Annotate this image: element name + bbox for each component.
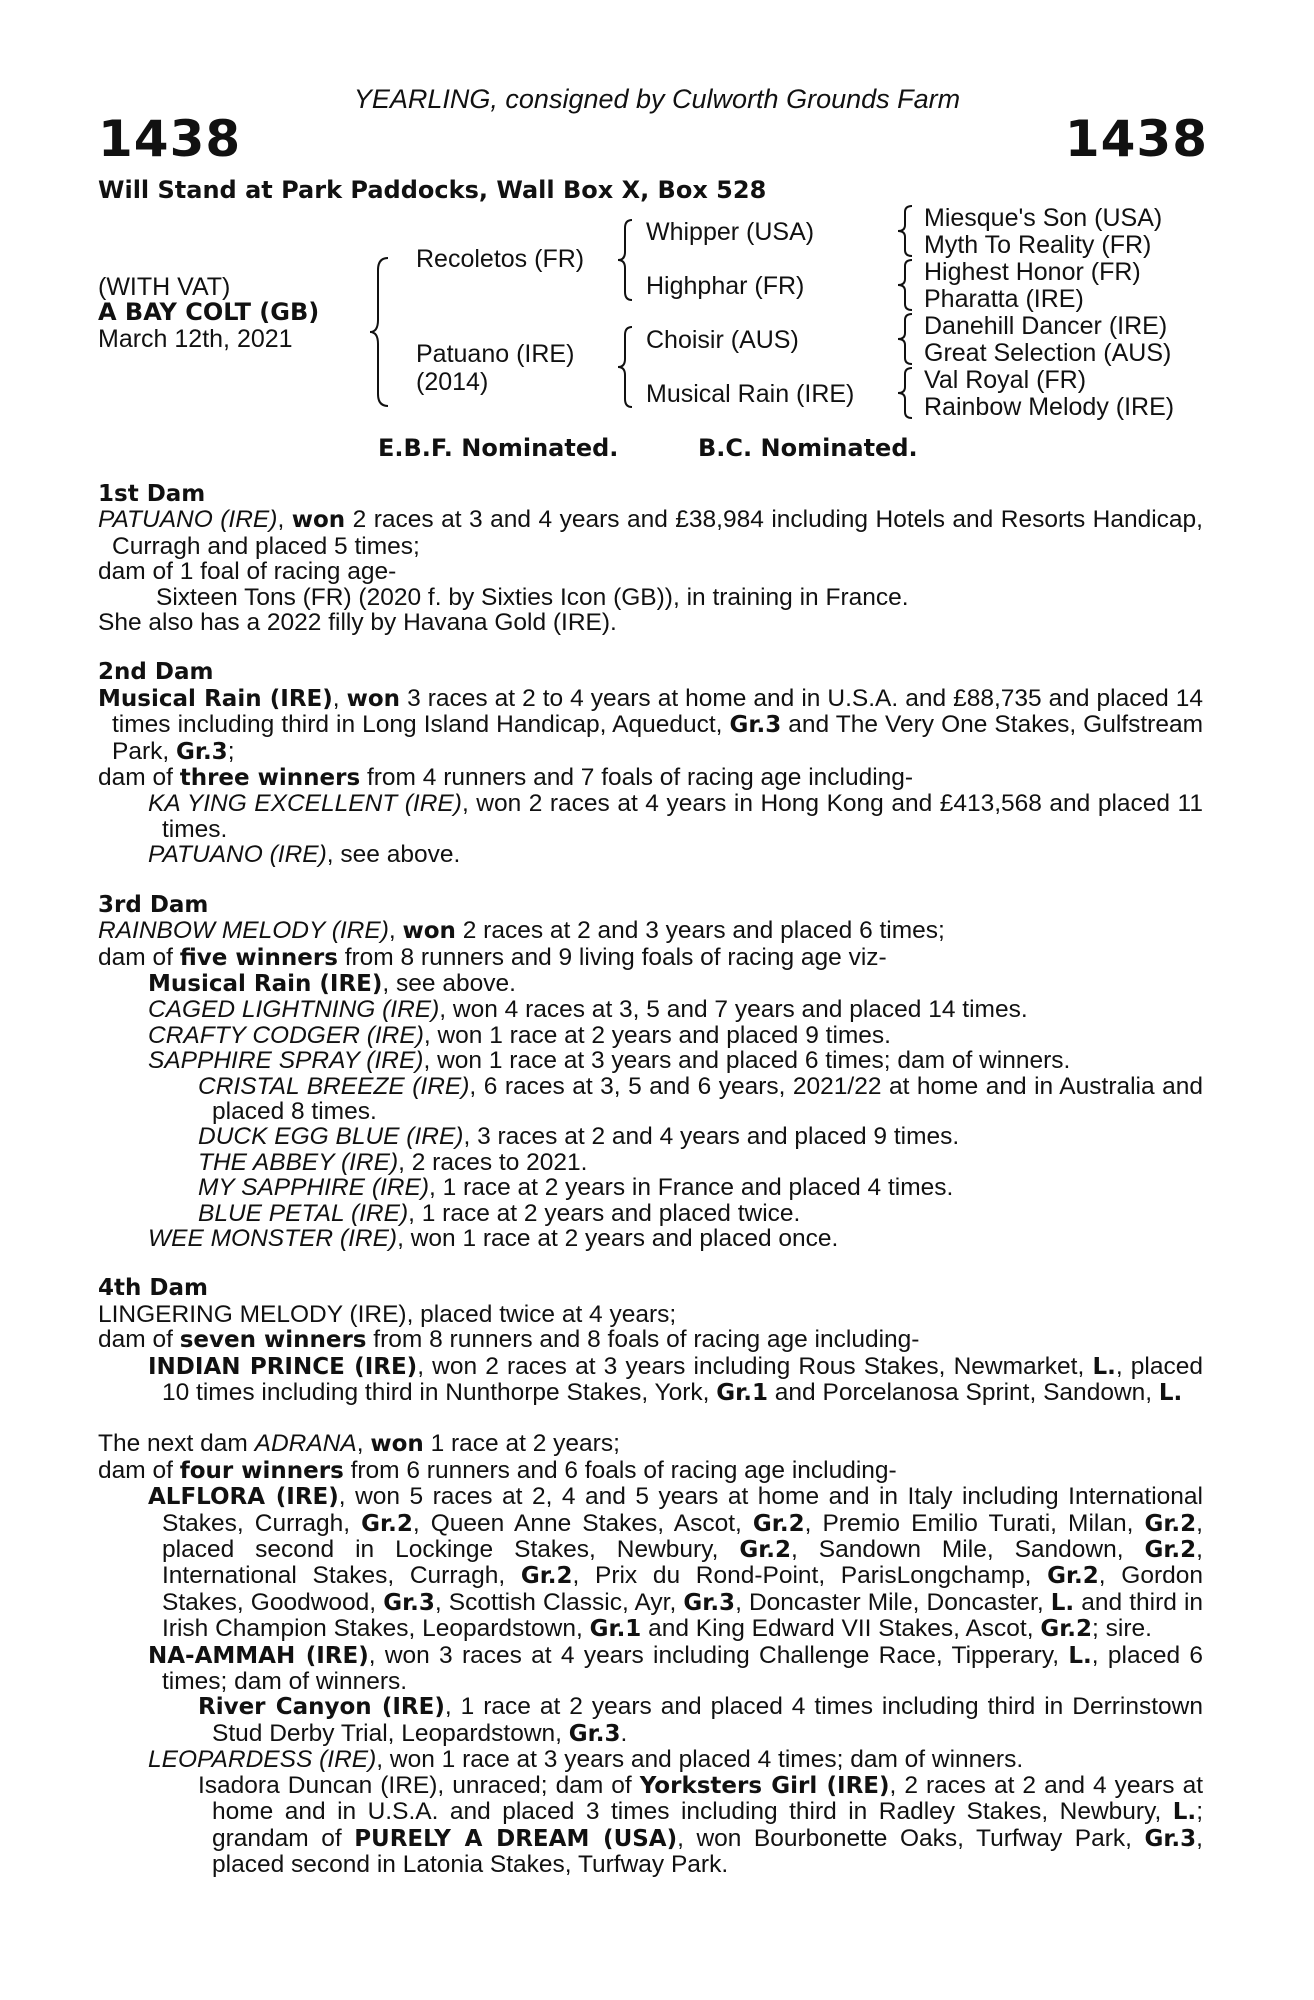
sire: Recoletos (FR): [416, 245, 585, 273]
second-dam-text: Musical Rain (IRE), won 3 races at 2 to 4 years at home and in U.S.A. and £88,735 and placed 14 times including third in Long Island Handicap, Aqueduct, Gr.3 and The Very One Stakes, Gulfstream Park, Gr.3;: [98, 684, 1203, 765]
produce-item: THE ABBEY (IRE), 2 races to 2021.: [198, 1148, 588, 1176]
produce-item: ALFLORA (IRE), won 5 races at 2, 4 and 5 years at home and in Italy including International Stakes, Curragh, Gr.2, Queen Anne Stakes, Ascot, Gr.2, Premio Emilio Turati, Milan, Gr.2, placed second in Lockinge Stakes, Newbury, Gr.2, Sandown Mile, Sandown, Gr.2, International Stakes, Curragh, Gr.2, Prix du Rond-Point, ParisLongchamp, Gr.2, Gordon Stakes, Goodwood, Gr.3, Scottish Classic, Ayr, Gr.3, Doncaster Mile, Doncaster, L. and third in Irish Champion Stakes, Leopardstown, Gr.1 and King Edward VII Stakes, Ascot, Gr.2; sire.: [148, 1483, 1204, 1643]
sire-sire: Whipper (USA): [646, 218, 815, 246]
second-dam-produce: dam of three winners from 4 runners and 7 foals of racing age including-: [98, 764, 914, 792]
first-dam-produce: dam of 1 foal of racing age-: [98, 558, 397, 586]
fourth-dam-produce: dam of seven winners from 8 runners and 8 foals of racing age including-: [98, 1326, 920, 1354]
horse-name: A BAY COLT (GB): [98, 298, 320, 326]
bc-nomination: B.C. Nominated.: [698, 434, 918, 462]
gg-sire-3: Danehill Dancer (IRE): [924, 312, 1168, 340]
vat-note: (WITH VAT): [98, 273, 231, 301]
produce-item: WEE MONSTER (IRE), won 1 race at 2 years and placed once.: [148, 1224, 839, 1252]
pedigree-brace: [896, 204, 914, 258]
produce-item: KA YING EXCELLENT (IRE), won 2 races at 4 years in Hong Kong and £413,568 and placed 11 times.: [148, 790, 1203, 843]
produce-item: LEOPARDESS (IRE), won 1 race at 3 years and placed 4 times; dam of winners.: [148, 1746, 1024, 1774]
produce-item: INDIAN PRINCE (IRE), won 2 races at 3 years including Rous Stakes, Newmarket, L., placed 10 times including third in Nunthorpe Stakes, York, Gr.1 and Porcelanosa Sprint, Sandown, L.: [148, 1352, 1203, 1406]
dam-year: (2014): [416, 368, 489, 396]
fourth-dam-heading: 4th Dam: [98, 1275, 208, 1302]
dam-dam: Musical Rain (IRE): [646, 380, 855, 408]
produce-item: CRISTAL BREEZE (IRE), 6 races at 3, 5 and 6 years, 2021/22 at home and in Australia and placed 8 times.: [198, 1072, 1203, 1125]
gg-dam-1: Myth To Reality (FR): [924, 231, 1152, 259]
pedigree-brace: [368, 256, 394, 408]
produce-item: SAPPHIRE SPRAY (IRE), won 1 race at 3 years and placed 6 times; dam of winners.: [148, 1047, 1071, 1075]
produce-item: PATUANO (IRE), see above.: [148, 841, 461, 869]
dam: Patuano (IRE): [416, 340, 575, 368]
produce-item: BLUE PETAL (IRE), 1 race at 2 years and placed twice.: [198, 1199, 801, 1227]
fourth-dam-text: LINGERING MELODY (IRE), placed twice at 4 years;: [98, 1300, 677, 1328]
next-dam-text: The next dam ADRANA, won 1 race at 2 years;: [98, 1430, 620, 1458]
dam-sire: Choisir (AUS): [646, 326, 799, 354]
gg-sire-1: Miesque's Son (USA): [924, 204, 1163, 232]
gg-dam-3: Great Selection (AUS): [924, 339, 1172, 367]
produce-item: CRAFTY CODGER (IRE), won 1 race at 2 years and placed 9 times.: [148, 1021, 891, 1049]
gg-dam-2: Pharatta (IRE): [924, 285, 1084, 313]
produce-item: MY SAPPHIRE (IRE), 1 race at 2 years in France and placed 4 times.: [198, 1174, 954, 1202]
second-dam-heading: 2nd Dam: [98, 659, 214, 686]
produce-item: CAGED LIGHTNING (IRE), won 4 races at 3, 5 and 7 years and placed 14 times.: [148, 996, 1028, 1024]
produce-record: [98, 482, 1203, 1877]
third-dam-text: RAINBOW MELODY (IRE), won 2 races at 2 and 3 years and placed 6 times;: [98, 917, 945, 945]
produce-item: DUCK EGG BLUE (IRE), 3 races at 2 and 4 years and placed 9 times.: [198, 1123, 960, 1151]
lot-number-left: 1438: [98, 110, 242, 168]
first-dam-heading: 1st Dam: [98, 481, 206, 507]
gg-dam-4: Rainbow Melody (IRE): [924, 393, 1175, 421]
pedigree-brace: [616, 325, 634, 409]
first-dam-text: PATUANO (IRE), won 2 races at 3 and 4 years and £38,984 including Hotels and Resorts Handicap, Curragh and placed 5 times;: [98, 506, 1203, 560]
produce-item: Musical Rain (IRE), see above.: [148, 969, 516, 997]
pedigree-brace: [896, 258, 914, 312]
first-dam-note: She also has a 2022 filly by Havana Gold (IRE).: [98, 609, 617, 637]
lot-number-right: 1438: [1064, 110, 1208, 168]
pedigree-brace: [896, 366, 914, 420]
third-dam-produce: dam of five winners from 8 runners and 9 living foals of racing age viz-: [98, 943, 887, 971]
produce-item: NA-AMMAH (IRE), won 3 races at 4 years including Challenge Race, Tipperary, L., placed 6 times; dam of winners.: [148, 1641, 1203, 1696]
gg-sire-4: Val Royal (FR): [924, 366, 1087, 394]
next-dam-produce: dam of four winners from 6 runners and 6 foals of racing age including-: [98, 1456, 897, 1484]
stand-location: Will Stand at Park Paddocks, Wall Box X, Box 528: [98, 176, 767, 204]
pedigree-brace: [896, 312, 914, 366]
sire-dam: Highphar (FR): [646, 272, 805, 300]
third-dam-heading: 3rd Dam: [98, 891, 209, 918]
produce-item: River Canyon (IRE), 1 race at 2 years and placed 4 times including third in Derrinstown Stud Derby Trial, Leopardstown, Gr.3.: [198, 1693, 1203, 1747]
produce-item: Isadora Duncan (IRE), unraced; dam of Yorksters Girl (IRE), 2 races at 2 and 4 years at home and in U.S.A. and placed 3 times including third in Radley Stakes, Newbury, L.; grandam of PURELY A DREAM (USA), won Bourbonette Oaks, Turfway Park, Gr.3, placed second in Latonia Stakes, Turfway Park.: [198, 1771, 1203, 1878]
ebf-nomination: E.B.F. Nominated.: [378, 434, 619, 462]
pedigree-brace: [616, 218, 634, 302]
foaling-date: March 12th, 2021: [98, 325, 293, 353]
consignor-line: YEARLING, consigned by Culworth Grounds Farm: [353, 84, 961, 114]
produce-item: Sixteen Tons (FR) (2020 f. by Sixties Icon (GB)), in training in France.: [156, 583, 909, 611]
gg-sire-2: Highest Honor (FR): [924, 258, 1141, 286]
